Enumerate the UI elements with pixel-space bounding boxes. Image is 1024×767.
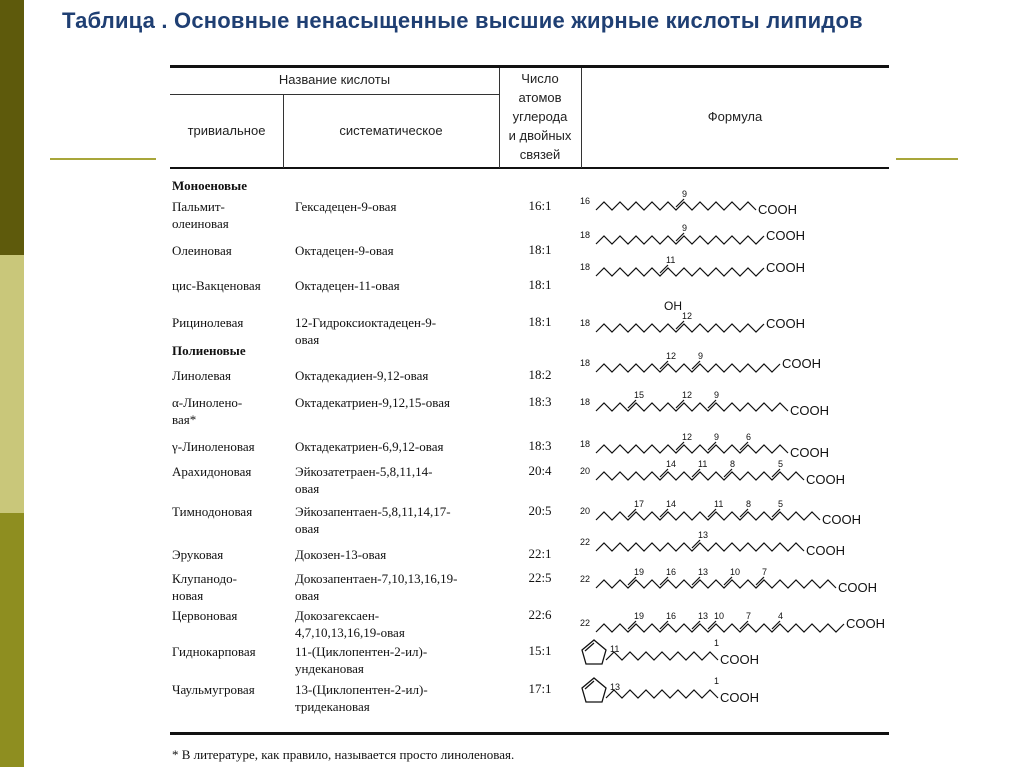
position-number: 1 xyxy=(714,676,720,686)
header-systematic: систематическое xyxy=(339,123,443,138)
acid-systematic-name xyxy=(295,681,510,715)
position-number: 7 xyxy=(762,567,768,577)
carboxyl-group: COOH xyxy=(790,445,829,460)
acid-trivial-name xyxy=(172,546,287,563)
header-count-line: Число xyxy=(521,71,559,86)
acid-systematic-name xyxy=(295,503,510,537)
skeletal-formula xyxy=(578,452,888,492)
position-number: 11 xyxy=(698,459,708,469)
acid-trivial-name xyxy=(172,198,287,232)
position-number: 5 xyxy=(778,499,784,509)
position-number: 8 xyxy=(746,499,752,509)
carboxyl-group: COOH xyxy=(766,260,805,275)
skeletal-formula xyxy=(578,248,888,288)
carboxyl-group: COOH xyxy=(822,512,861,527)
acid-trivial-name xyxy=(172,277,287,294)
chain-start-number: 22 xyxy=(580,618,591,628)
position-number: 9 xyxy=(714,432,720,442)
carbon-count: 17:1 xyxy=(528,681,552,696)
carbon-count: 16:1 xyxy=(528,198,552,213)
position-number: 8 xyxy=(730,459,736,469)
section-polyenoic: Полиеновые xyxy=(172,343,246,358)
header-name-group: Название кислоты xyxy=(278,72,391,87)
trivial-name-line: Гиднокарповая xyxy=(172,644,256,659)
systematic-name-line: Гексадецен-9-овая xyxy=(295,199,397,214)
position-number: 11 xyxy=(610,644,620,654)
position-number: 13 xyxy=(698,567,709,577)
systematic-name-line: Октадекатриен-9,12,15-овая xyxy=(295,395,450,410)
position-number: 11 xyxy=(714,499,724,509)
sidebar-block-bottom xyxy=(0,513,24,767)
position-number: 13 xyxy=(698,611,709,621)
chain-start-number: 20 xyxy=(580,466,591,476)
carboxyl-group: COOH xyxy=(720,652,759,667)
carboxyl-group: COOH xyxy=(766,316,805,331)
carbon-chain xyxy=(596,364,780,372)
position-number: 12 xyxy=(666,351,677,361)
systematic-name-line: 12-Гидроксиоктадецен-9- xyxy=(295,315,437,330)
carbon-count: 18:1 xyxy=(528,277,552,292)
carboxyl-group: COOH xyxy=(790,403,829,418)
position-number: 12 xyxy=(682,432,693,442)
header-count-line: связей xyxy=(519,147,561,162)
trivial-name-line: α-Линолено- xyxy=(172,395,243,410)
sidebar-block-top xyxy=(0,0,24,255)
carboxyl-group: COOH xyxy=(806,543,845,558)
trivial-name-line: Чаульмугровая xyxy=(172,682,255,697)
acid-systematic-name xyxy=(295,277,510,294)
header-count xyxy=(499,69,581,164)
carbon-chain xyxy=(596,202,756,210)
skeletal-formula xyxy=(578,632,888,672)
carbon-chain xyxy=(596,268,764,276)
acid-systematic-name xyxy=(295,438,510,455)
skeletal-formula xyxy=(578,523,888,563)
table-bottom-rule xyxy=(170,732,889,735)
carbon-chain xyxy=(606,690,718,698)
position-number: 9 xyxy=(698,351,704,361)
skeletal-formula xyxy=(578,344,888,384)
chain-start-number: 22 xyxy=(580,537,591,547)
slide-title: Таблица . Основные ненасыщенные высшие жирные кислоты липидов xyxy=(62,8,863,33)
systematic-name-line: Октадекатриен-6,9,12-овая xyxy=(295,439,444,454)
acid-trivial-name xyxy=(172,394,287,428)
acid-trivial-name xyxy=(172,681,287,698)
trivial-name-line: Арахидоновая xyxy=(172,464,252,479)
acid-trivial-name xyxy=(172,242,287,259)
position-number: 13 xyxy=(610,682,621,692)
position-number: 10 xyxy=(714,611,725,621)
position-number: 9 xyxy=(714,390,720,400)
carbon-count: 18:1 xyxy=(528,242,552,257)
position-number: 5 xyxy=(778,459,784,469)
acid-systematic-name xyxy=(295,570,510,604)
position-number: 9 xyxy=(682,189,688,199)
position-number: 17 xyxy=(634,499,645,509)
carbon-count: 20:4 xyxy=(528,463,552,478)
header-count-line: атомов xyxy=(518,90,562,105)
accent-line-left xyxy=(50,158,156,160)
trivial-name-line: новая xyxy=(172,588,204,603)
header-count-line: углерода xyxy=(512,109,568,124)
acid-systematic-name xyxy=(295,546,510,563)
systematic-name-line: Эйкозапентаен-5,8,11,14,17- xyxy=(295,504,451,519)
acid-trivial-name xyxy=(172,438,287,455)
acid-systematic-name xyxy=(295,367,510,384)
skeletal-formula xyxy=(578,383,888,423)
header-subrule xyxy=(170,94,499,95)
carbon-count: 22:1 xyxy=(528,546,552,561)
systematic-name-line: Докозапентаен-7,10,13,16,19- xyxy=(295,571,458,586)
position-number: 16 xyxy=(666,567,677,577)
table-header-rule xyxy=(170,167,889,169)
chain-start-number: 18 xyxy=(580,439,591,449)
systematic-name-line: овая xyxy=(295,588,320,603)
trivial-name-line: Линолевая xyxy=(172,368,232,383)
trivial-name-line: Олеиновая xyxy=(172,243,232,258)
acid-systematic-name xyxy=(295,643,510,677)
trivial-name-line: γ-Линоленовая xyxy=(172,439,255,454)
carboxyl-group: COOH xyxy=(838,580,877,595)
position-number: 7 xyxy=(746,611,752,621)
carbon-count: 22:5 xyxy=(528,570,552,585)
chain-start-number: 18 xyxy=(580,318,591,328)
skeletal-formula xyxy=(578,670,888,710)
hydroxyl-group: OH xyxy=(664,299,682,313)
skeletal-formula xyxy=(578,560,888,600)
trivial-name-line: Тимнодоновая xyxy=(172,504,253,519)
carboxyl-group: COOH xyxy=(758,202,797,217)
position-number: 12 xyxy=(682,311,693,321)
chain-start-number: 18 xyxy=(580,397,591,407)
systematic-name-line: Докозагексаен- xyxy=(295,608,380,623)
carboxyl-group: COOH xyxy=(806,472,845,487)
systematic-name-line: ундекановая xyxy=(295,661,364,676)
footnote: * В литературе, как правило, называется просто линоленовая. xyxy=(172,747,515,762)
position-number: 1 xyxy=(714,638,720,648)
carbon-count: 18:1 xyxy=(528,314,552,329)
carbon-count: 18:3 xyxy=(528,394,552,409)
acid-systematic-name xyxy=(295,198,510,215)
systematic-name-line: Докозен-13-овая xyxy=(295,547,387,562)
chain-start-number: 18 xyxy=(580,262,591,272)
carbon-chain xyxy=(606,652,718,660)
position-number: 10 xyxy=(730,567,741,577)
systematic-name-line: 4,7,10,13,16,19-овая xyxy=(295,625,405,640)
table-top-rule xyxy=(170,65,889,68)
systematic-name-line: овая xyxy=(295,481,320,496)
acid-trivial-name xyxy=(172,503,287,520)
trivial-name-line: Рицинолевая xyxy=(172,315,244,330)
carbon-chain xyxy=(596,624,844,632)
carboxyl-group: COOH xyxy=(720,690,759,705)
position-number: 14 xyxy=(666,499,677,509)
systematic-name-line: Октадецен-11-овая xyxy=(295,278,400,293)
section-monoenoic: Моноеновые xyxy=(172,178,247,193)
carbon-count: 18:2 xyxy=(528,367,552,382)
chain-start-number: 22 xyxy=(580,574,591,584)
carboxyl-group: COOH xyxy=(766,228,805,243)
acid-systematic-name xyxy=(295,394,510,411)
acid-systematic-name xyxy=(295,314,510,348)
position-number: 15 xyxy=(634,390,645,400)
systematic-name-line: Эйкозатетраен-5,8,11,14- xyxy=(295,464,433,479)
carbon-count: 20:5 xyxy=(528,503,552,518)
acid-systematic-name xyxy=(295,607,510,641)
position-number: 16 xyxy=(666,611,677,621)
systematic-name-line: 13-(Циклопентен-2-ил)- xyxy=(295,682,428,697)
skeletal-formula xyxy=(578,299,888,344)
trivial-name-line: Клупанодо- xyxy=(172,571,237,586)
position-number: 19 xyxy=(634,611,645,621)
systematic-name-line: Октадецен-9-овая xyxy=(295,243,394,258)
chain-start-number: 18 xyxy=(580,358,591,368)
acid-trivial-name xyxy=(172,367,287,384)
acid-trivial-name xyxy=(172,570,287,604)
carbon-count: 22:6 xyxy=(528,607,552,622)
systematic-name-line: 11-(Циклопентен-2-ил)- xyxy=(295,644,428,659)
systematic-name-line: овая xyxy=(295,521,320,536)
position-number: 14 xyxy=(666,459,677,469)
acid-trivial-name xyxy=(172,463,287,480)
position-number: 12 xyxy=(682,390,693,400)
carbon-count: 15:1 xyxy=(528,643,552,658)
header-count-line: и двойных xyxy=(508,128,572,143)
systematic-name-line: тридекановая xyxy=(295,699,370,714)
carbon-chain xyxy=(596,403,788,411)
position-number: 11 xyxy=(666,255,676,265)
chain-start-number: 18 xyxy=(580,230,591,240)
carbon-count: 18:3 xyxy=(528,438,552,453)
systematic-name-line: овая xyxy=(295,332,320,347)
position-number: 13 xyxy=(698,530,709,540)
accent-line-right xyxy=(896,158,958,160)
acid-trivial-name xyxy=(172,314,287,331)
trivial-name-line: цис-Вакценовая xyxy=(172,278,261,293)
position-number: 9 xyxy=(682,223,688,233)
header-formula: Формула xyxy=(707,109,763,124)
position-number: 19 xyxy=(634,567,645,577)
acid-trivial-name xyxy=(172,643,287,660)
trivial-name-line: вая* xyxy=(172,412,197,427)
acid-trivial-name xyxy=(172,607,287,624)
trivial-name-line: Эруковая xyxy=(172,547,224,562)
position-number: 4 xyxy=(778,611,784,621)
acid-systematic-name xyxy=(295,242,510,259)
slide-sidebar xyxy=(0,0,24,767)
trivial-name-line: Цервоновая xyxy=(172,608,238,623)
carbon-chain xyxy=(596,543,804,551)
chain-start-number: 16 xyxy=(580,196,591,206)
acid-systematic-name xyxy=(295,463,510,497)
systematic-name-line: Октадекадиен-9,12-овая xyxy=(295,368,429,383)
trivial-name-line: олеиновая xyxy=(172,216,229,231)
chain-start-number: 20 xyxy=(580,506,591,516)
sidebar-block-middle xyxy=(0,255,24,513)
trivial-name-line: Пальмит- xyxy=(172,199,225,214)
header-trivial: тривиальное xyxy=(187,123,266,138)
position-number: 6 xyxy=(746,432,752,442)
carboxyl-group: COOH xyxy=(782,356,821,371)
carboxyl-group: COOH xyxy=(846,616,885,631)
